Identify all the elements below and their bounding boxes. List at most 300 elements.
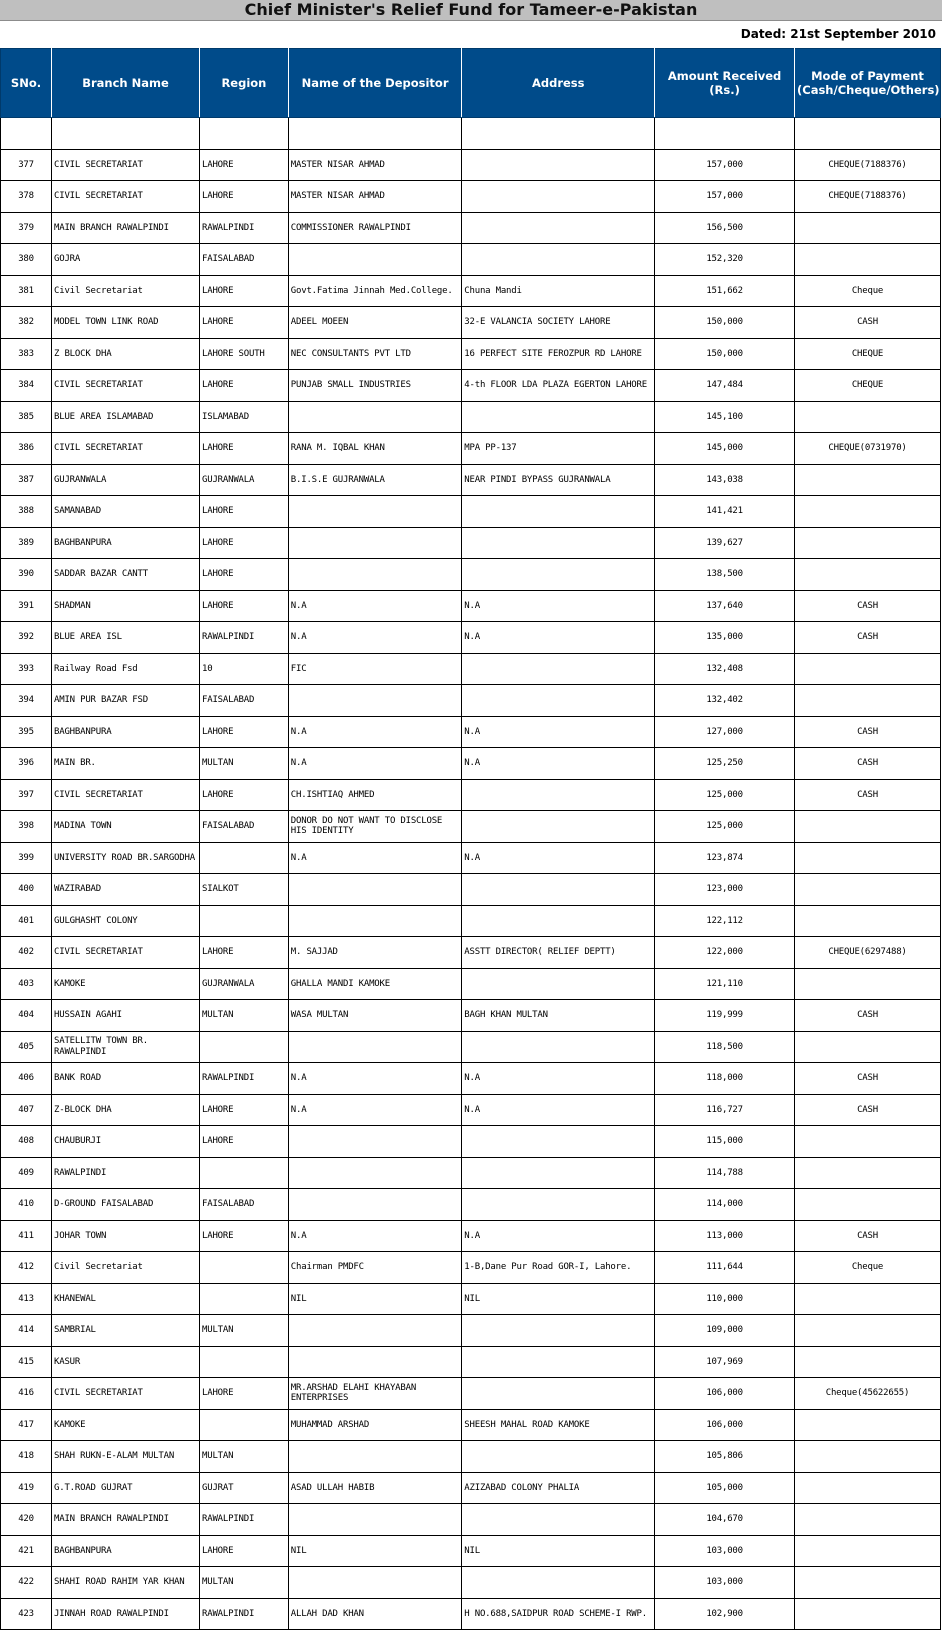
cell-branch-name: BANK ROAD xyxy=(52,1063,200,1095)
cell-address xyxy=(462,874,655,906)
cell-sno: 404 xyxy=(1,1000,52,1032)
cell-region: LAHORE xyxy=(200,559,289,591)
cell-branch-name: D-GROUND FAISALABAD xyxy=(52,1189,200,1221)
cell-mode-of-payment xyxy=(795,1283,941,1315)
cell-address xyxy=(462,1157,655,1189)
cell-sno: 420 xyxy=(1,1504,52,1536)
cell-branch-name: BAGHBANPURA xyxy=(52,1535,200,1567)
cell-sno: 391 xyxy=(1,590,52,622)
cell-region xyxy=(200,1283,289,1315)
cell-sno: 382 xyxy=(1,307,52,339)
cell-amount: 125,000 xyxy=(655,779,795,811)
cell-mode-of-payment: CASH xyxy=(795,622,941,654)
cell-branch-name: CIVIL SECRETARIAT xyxy=(52,1378,200,1410)
cell-region: MULTAN xyxy=(200,1567,289,1599)
cell-branch-name: Railway Road Fsd xyxy=(52,653,200,685)
cell-amount: 151,662 xyxy=(655,275,795,307)
cell-region: MULTAN xyxy=(200,1000,289,1032)
cell-depositor: ALLAH DAD KHAN xyxy=(288,1598,462,1630)
cell-address xyxy=(462,527,655,559)
cell-mode-of-payment: CHEQUE(7188376) xyxy=(795,181,941,213)
cell-address xyxy=(462,968,655,1000)
cell-amount: 125,250 xyxy=(655,748,795,780)
cell-amount: 109,000 xyxy=(655,1315,795,1347)
cell-mode-of-payment: CHEQUE(6297488) xyxy=(795,937,941,969)
cell-sno: 405 xyxy=(1,1031,52,1063)
cell-mode-of-payment: CASH xyxy=(795,716,941,748)
cell-sno: 395 xyxy=(1,716,52,748)
cell-depositor xyxy=(288,1504,462,1536)
cell-region: FAISALABAD xyxy=(200,811,289,843)
cell-amount: 141,421 xyxy=(655,496,795,528)
cell-depositor: WASA MULTAN xyxy=(288,1000,462,1032)
cell-address: N.A xyxy=(462,1220,655,1252)
cell-amount: 132,408 xyxy=(655,653,795,685)
cell-mode-of-payment: CASH xyxy=(795,1094,941,1126)
cell-mode-of-payment: CASH xyxy=(795,1220,941,1252)
cell-branch-name: BLUE AREA ISLAMABAD xyxy=(52,401,200,433)
cell-sno: 414 xyxy=(1,1315,52,1347)
cell-mode-of-payment xyxy=(795,1598,941,1630)
cell-branch-name: BAGHBANPURA xyxy=(52,527,200,559)
cell-branch-name: CHAUBURJI xyxy=(52,1126,200,1158)
cell-branch-name: SATELLITW TOWN BR. RAWALPINDI xyxy=(52,1031,200,1063)
cell-depositor xyxy=(288,1126,462,1158)
cell-branch-name: MADINA TOWN xyxy=(52,811,200,843)
cell-amount: 103,000 xyxy=(655,1567,795,1599)
cell-mode-of-payment: CASH xyxy=(795,779,941,811)
cell-sno: 378 xyxy=(1,181,52,213)
cell-sno: 379 xyxy=(1,212,52,244)
cell-region: LAHORE xyxy=(200,1535,289,1567)
cell-mode-of-payment xyxy=(795,1472,941,1504)
cell-sno: 410 xyxy=(1,1189,52,1221)
table-header-row xyxy=(1,49,941,118)
cell-amount: 110,000 xyxy=(655,1283,795,1315)
cell-address: N.A xyxy=(462,716,655,748)
cell-amount: 122,112 xyxy=(655,905,795,937)
cell-address xyxy=(462,1346,655,1378)
table-row xyxy=(1,1126,941,1158)
cell-region: ISLAMABAD xyxy=(200,401,289,433)
cell-depositor xyxy=(288,527,462,559)
header-address: Address xyxy=(462,49,655,118)
cell-region: GUJRANWALA xyxy=(200,464,289,496)
cell-mode-of-payment xyxy=(795,527,941,559)
cell-branch-name: MAIN BRANCH RAWALPINDI xyxy=(52,212,200,244)
cell-branch-name: SADDAR BAZAR CANTT xyxy=(52,559,200,591)
table-row xyxy=(1,905,941,937)
cell-branch-name: Z-BLOCK DHA xyxy=(52,1094,200,1126)
cell-sno: 412 xyxy=(1,1252,52,1284)
cell-address xyxy=(462,1126,655,1158)
cell-address xyxy=(462,905,655,937)
cell-depositor: B.I.S.E GUJRANWALA xyxy=(288,464,462,496)
cell-branch-name: SAMANABAD xyxy=(52,496,200,528)
cell-sno: 398 xyxy=(1,811,52,843)
cell-amount: 102,900 xyxy=(655,1598,795,1630)
cell-depositor: N.A xyxy=(288,1063,462,1095)
cell-address: NIL xyxy=(462,1535,655,1567)
cell-sno: 390 xyxy=(1,559,52,591)
cell-region: FAISALABAD xyxy=(200,685,289,717)
cell-sno: 421 xyxy=(1,1535,52,1567)
cell-region: RAWALPINDI xyxy=(200,622,289,654)
cell-mode-of-payment: Cheque xyxy=(795,275,941,307)
cell-address: N.A xyxy=(462,1063,655,1095)
table-row xyxy=(1,370,941,402)
cell-amount: 137,640 xyxy=(655,590,795,622)
cell-mode-of-payment: CHEQUE(0731970) xyxy=(795,433,941,465)
cell-mode-of-payment: CHEQUE(7188376) xyxy=(795,149,941,181)
cell-branch-name: SHADMAN xyxy=(52,590,200,622)
cell-depositor xyxy=(288,1157,462,1189)
cell-sno: 381 xyxy=(1,275,52,307)
cell-address xyxy=(462,1189,655,1221)
cell-address: N.A xyxy=(462,1094,655,1126)
cell-sno: 418 xyxy=(1,1441,52,1473)
table-row xyxy=(1,1567,941,1599)
cell-mode-of-payment xyxy=(795,1346,941,1378)
cell-amount: 150,000 xyxy=(655,307,795,339)
header-branch-name: Branch Name xyxy=(52,49,200,118)
cell-depositor: CH.ISHTIAQ AHMED xyxy=(288,779,462,811)
cell-depositor xyxy=(288,1441,462,1473)
cell-mode-of-payment xyxy=(795,464,941,496)
cell-branch-name: MAIN BR. xyxy=(52,748,200,780)
cell-region: FAISALABAD xyxy=(200,1189,289,1221)
cell-branch-name: SHAHI ROAD RAHIM YAR KHAN xyxy=(52,1567,200,1599)
cell-branch-name: KAMOKE xyxy=(52,1409,200,1441)
cell-depositor: N.A xyxy=(288,622,462,654)
cell-sno: 383 xyxy=(1,338,52,370)
cell-mode-of-payment xyxy=(795,1126,941,1158)
cell-address xyxy=(462,653,655,685)
table-row xyxy=(1,559,941,591)
cell-region xyxy=(200,1346,289,1378)
table-row xyxy=(1,716,941,748)
table-row xyxy=(1,1378,941,1410)
cell-amount: 121,110 xyxy=(655,968,795,1000)
cell-depositor: DONOR DO NOT WANT TO DISCLOSE HIS IDENTITY xyxy=(288,811,462,843)
cell-amount: 114,788 xyxy=(655,1157,795,1189)
cell-amount: 107,969 xyxy=(655,1346,795,1378)
cell-region: LAHORE SOUTH xyxy=(200,338,289,370)
cell-amount: 135,000 xyxy=(655,622,795,654)
cell-sno: 409 xyxy=(1,1157,52,1189)
cell-sno: 385 xyxy=(1,401,52,433)
cell-branch-name: BAGHBANPURA xyxy=(52,716,200,748)
cell-sno: 386 xyxy=(1,433,52,465)
cell-mode-of-payment xyxy=(795,1189,941,1221)
cell-depositor: COMMISSIONER RAWALPINDI xyxy=(288,212,462,244)
table-row xyxy=(1,590,941,622)
table-row xyxy=(1,149,941,181)
cell-address xyxy=(462,181,655,213)
cell-region xyxy=(200,1157,289,1189)
cell-amount: 105,000 xyxy=(655,1472,795,1504)
cell-amount: 147,484 xyxy=(655,370,795,402)
cell-region: LAHORE xyxy=(200,1126,289,1158)
cell-amount: 113,000 xyxy=(655,1220,795,1252)
cell-amount: 114,000 xyxy=(655,1189,795,1221)
table-row xyxy=(1,811,941,843)
header-region: Region xyxy=(200,49,289,118)
cell-address: ASSTT DIRECTOR( RELIEF DEPTT) xyxy=(462,937,655,969)
cell-address: MPA PP-137 xyxy=(462,433,655,465)
cell-depositor: M. SAJJAD xyxy=(288,937,462,969)
table-row xyxy=(1,842,941,874)
cell-address: NEAR PINDI BYPASS GUJRANWALA xyxy=(462,464,655,496)
cell-region xyxy=(200,1409,289,1441)
table-row xyxy=(1,1063,941,1095)
cell-region: LAHORE xyxy=(200,716,289,748)
cell-mode-of-payment xyxy=(795,905,941,937)
cell-region: LAHORE xyxy=(200,590,289,622)
cell-sno: 403 xyxy=(1,968,52,1000)
cell-sno: 389 xyxy=(1,527,52,559)
cell-amount: 119,999 xyxy=(655,1000,795,1032)
cell-depositor: N.A xyxy=(288,1220,462,1252)
cell-mode-of-payment: CASH xyxy=(795,1000,941,1032)
cell-address: H NO.688,SAIDPUR ROAD SCHEME-I RWP. xyxy=(462,1598,655,1630)
cell-amount: 123,000 xyxy=(655,874,795,906)
cell-branch-name: MODEL TOWN LINK ROAD xyxy=(52,307,200,339)
table-row xyxy=(1,496,941,528)
cell-depositor: RANA M. IQBAL KHAN xyxy=(288,433,462,465)
table-body xyxy=(1,118,941,1630)
table-row xyxy=(1,1283,941,1315)
table-row xyxy=(1,1535,941,1567)
cell-amount: 145,100 xyxy=(655,401,795,433)
table-row xyxy=(1,1157,941,1189)
cell-depositor: MASTER NISAR AHMAD xyxy=(288,149,462,181)
cell-branch-name: RAWALPINDI xyxy=(52,1157,200,1189)
table-row xyxy=(1,307,941,339)
cell-address: 32-E VALANCIA SOCIETY LAHORE xyxy=(462,307,655,339)
cell-address xyxy=(462,1567,655,1599)
cell-branch-name: SHAH RUKN-E-ALAM MULTAN xyxy=(52,1441,200,1473)
cell-depositor: MR.ARSHAD ELAHI KHAYABAN ENTERPRISES xyxy=(288,1378,462,1410)
table-row xyxy=(1,1252,941,1284)
table-row xyxy=(1,1472,941,1504)
cell-sno: 388 xyxy=(1,496,52,528)
cell-amount: 143,038 xyxy=(655,464,795,496)
cell-amount: 157,000 xyxy=(655,149,795,181)
cell-address xyxy=(462,779,655,811)
cell-mode-of-payment xyxy=(795,1315,941,1347)
cell-sno: 396 xyxy=(1,748,52,780)
table-row xyxy=(1,1504,941,1536)
cell-amount: 123,874 xyxy=(655,842,795,874)
cell-region: MULTAN xyxy=(200,1441,289,1473)
cell-region: GUJRAT xyxy=(200,1472,289,1504)
cell-amount: 118,500 xyxy=(655,1031,795,1063)
cell-branch-name: GUJRANWALA xyxy=(52,464,200,496)
table-row xyxy=(1,433,941,465)
cell-amount: 125,000 xyxy=(655,811,795,843)
cell-address xyxy=(462,1441,655,1473)
cell-address xyxy=(462,1378,655,1410)
cell-region: LAHORE xyxy=(200,1094,289,1126)
cell-region: LAHORE xyxy=(200,433,289,465)
cell-mode-of-payment xyxy=(795,874,941,906)
cell-address: 1-B,Dane Pur Road GOR-I, Lahore. xyxy=(462,1252,655,1284)
cell-amount: 127,000 xyxy=(655,716,795,748)
cell-branch-name: HUSSAIN AGAHI xyxy=(52,1000,200,1032)
cell-address xyxy=(462,149,655,181)
cell-sno: 393 xyxy=(1,653,52,685)
cell-address: Chuna Mandi xyxy=(462,275,655,307)
cell-sno: 406 xyxy=(1,1063,52,1095)
cell-region: 10 xyxy=(200,653,289,685)
cell-sno: 423 xyxy=(1,1598,52,1630)
header-spacer xyxy=(1,118,941,150)
cell-branch-name: UNIVERSITY ROAD BR.SARGODHA xyxy=(52,842,200,874)
cell-mode-of-payment xyxy=(795,685,941,717)
cell-address xyxy=(462,212,655,244)
table-row xyxy=(1,685,941,717)
cell-mode-of-payment: CASH xyxy=(795,590,941,622)
table-row xyxy=(1,1189,941,1221)
cell-sno: 377 xyxy=(1,149,52,181)
cell-sno: 407 xyxy=(1,1094,52,1126)
cell-sno: 422 xyxy=(1,1567,52,1599)
cell-depositor: N.A xyxy=(288,748,462,780)
cell-mode-of-payment xyxy=(795,401,941,433)
cell-depositor: GHALLA MANDI KAMOKE xyxy=(288,968,462,1000)
cell-sno: 399 xyxy=(1,842,52,874)
cell-region: RAWALPINDI xyxy=(200,1504,289,1536)
cell-depositor xyxy=(288,1346,462,1378)
cell-address: AZIZABAD COLONY PHALIA xyxy=(462,1472,655,1504)
cell-depositor: MASTER NISAR AHMAD xyxy=(288,181,462,213)
cell-depositor xyxy=(288,496,462,528)
table-row xyxy=(1,1346,941,1378)
cell-amount: 150,000 xyxy=(655,338,795,370)
table-row xyxy=(1,1409,941,1441)
header-sno: SNo. xyxy=(1,49,52,118)
cell-depositor: N.A xyxy=(288,590,462,622)
table-row xyxy=(1,244,941,276)
cell-region: MULTAN xyxy=(200,1315,289,1347)
cell-address: NIL xyxy=(462,1283,655,1315)
table-row xyxy=(1,1220,941,1252)
cell-depositor: FIC xyxy=(288,653,462,685)
cell-branch-name: Civil Secretariat xyxy=(52,1252,200,1284)
cell-depositor xyxy=(288,1031,462,1063)
cell-sno: 413 xyxy=(1,1283,52,1315)
cell-branch-name: CIVIL SECRETARIAT xyxy=(52,779,200,811)
cell-sno: 387 xyxy=(1,464,52,496)
cell-branch-name: SAMBRIAL xyxy=(52,1315,200,1347)
cell-branch-name: CIVIL SECRETARIAT xyxy=(52,149,200,181)
cell-amount: 106,000 xyxy=(655,1378,795,1410)
cell-mode-of-payment: CASH xyxy=(795,1063,941,1095)
cell-branch-name: GOJRA xyxy=(52,244,200,276)
donations-table xyxy=(0,48,941,1630)
cell-amount: 104,670 xyxy=(655,1504,795,1536)
cell-depositor xyxy=(288,559,462,591)
cell-sno: 417 xyxy=(1,1409,52,1441)
cell-region: LAHORE xyxy=(200,149,289,181)
cell-amount: 145,000 xyxy=(655,433,795,465)
cell-depositor: NEC CONSULTANTS PVT LTD xyxy=(288,338,462,370)
cell-depositor: MUHAMMAD ARSHAD xyxy=(288,1409,462,1441)
table-row xyxy=(1,338,941,370)
cell-mode-of-payment xyxy=(795,1157,941,1189)
cell-mode-of-payment xyxy=(795,559,941,591)
cell-branch-name: MAIN BRANCH RAWALPINDI xyxy=(52,1504,200,1536)
table-row xyxy=(1,874,941,906)
cell-branch-name: CIVIL SECRETARIAT xyxy=(52,433,200,465)
cell-region: LAHORE xyxy=(200,496,289,528)
cell-address: N.A xyxy=(462,842,655,874)
cell-depositor xyxy=(288,1567,462,1599)
cell-address xyxy=(462,496,655,528)
cell-branch-name: GULGHASHT COLONY xyxy=(52,905,200,937)
cell-region: LAHORE xyxy=(200,1220,289,1252)
cell-sno: 416 xyxy=(1,1378,52,1410)
cell-region xyxy=(200,842,289,874)
cell-address: SHEESH MAHAL ROAD KAMOKE xyxy=(462,1409,655,1441)
cell-region: MULTAN xyxy=(200,748,289,780)
cell-branch-name: Z BLOCK DHA xyxy=(52,338,200,370)
table-row xyxy=(1,622,941,654)
cell-mode-of-payment: CASH xyxy=(795,307,941,339)
cell-depositor: NIL xyxy=(288,1283,462,1315)
cell-region: FAISALABAD xyxy=(200,244,289,276)
table-row xyxy=(1,779,941,811)
cell-region: LAHORE xyxy=(200,527,289,559)
header-depositor: Name of the Depositor xyxy=(288,49,462,118)
cell-region: RAWALPINDI xyxy=(200,1598,289,1630)
cell-mode-of-payment: CASH xyxy=(795,748,941,780)
cell-region: GUJRANWALA xyxy=(200,968,289,1000)
dated-label: Dated: 21st September 2010 xyxy=(740,27,936,41)
cell-region: LAHORE xyxy=(200,937,289,969)
cell-mode-of-payment xyxy=(795,653,941,685)
table-row xyxy=(1,653,941,685)
cell-branch-name: Civil Secretariat xyxy=(52,275,200,307)
table-row xyxy=(1,968,941,1000)
cell-depositor xyxy=(288,874,462,906)
cell-sno: 392 xyxy=(1,622,52,654)
cell-region xyxy=(200,1252,289,1284)
cell-address xyxy=(462,1315,655,1347)
cell-address: 16 PERFECT SITE FEROZPUR RD LAHORE xyxy=(462,338,655,370)
cell-depositor: N.A xyxy=(288,716,462,748)
table-row xyxy=(1,1031,941,1063)
table-row xyxy=(1,1315,941,1347)
cell-amount: 152,320 xyxy=(655,244,795,276)
cell-region: LAHORE xyxy=(200,1378,289,1410)
cell-mode-of-payment: Cheque xyxy=(795,1252,941,1284)
table-row xyxy=(1,401,941,433)
cell-depositor: PUNJAB SMALL INDUSTRIES xyxy=(288,370,462,402)
table-row xyxy=(1,527,941,559)
table-row xyxy=(1,748,941,780)
cell-sno: 415 xyxy=(1,1346,52,1378)
cell-sno: 394 xyxy=(1,685,52,717)
cell-region: LAHORE xyxy=(200,181,289,213)
table-row xyxy=(1,937,941,969)
cell-mode-of-payment xyxy=(795,842,941,874)
cell-amount: 138,500 xyxy=(655,559,795,591)
cell-region: RAWALPINDI xyxy=(200,212,289,244)
cell-sno: 419 xyxy=(1,1472,52,1504)
table-row xyxy=(1,275,941,307)
